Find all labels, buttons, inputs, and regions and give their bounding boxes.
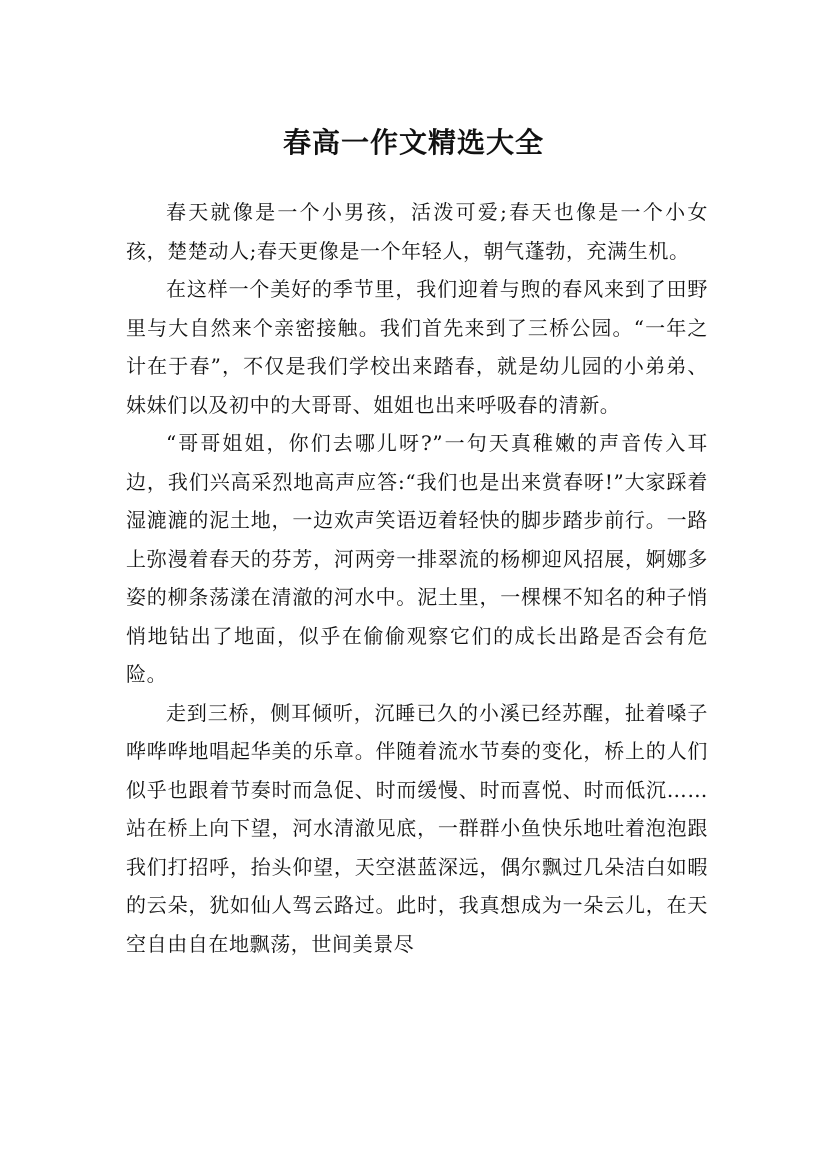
- paragraph-1: 春天就像是一个小男孩，活泼可爱;春天也像是一个小女孩，楚楚动人;春天更像是一个年轻人，朝气蓬勃，充满生机。: [126, 200, 708, 263]
- paragraph-2: 在这样一个美好的季节里，我们迎着与煦的春风来到了田野里与大自然来个亲密接触。我们首先来到了三桥公园。“一年之计在于春”，不仅是我们学校出来踏春，就是幼儿园的小弟弟、妹妹们以及初中的大哥哥、姐姐也出来呼吸春的清新。: [126, 277, 708, 417]
- paragraph-4: 走到三桥，侧耳倾听，沉睡已久的小溪已经苏醒，扯着嗓子哗哗哗地唱起华美的乐章。伴随着流水节奏的变化，桥上的人们似乎也跟着节奏时而急促、时而缓慢、时而喜悦、时而低沉……站在桥上向下望，河水清澈见底，一群群小鱼快乐地吐着泡泡跟我们打招呼，抬头仰望，天空湛蓝深远，偶尔飘过几朵洁白如暇的云朵，犹如仙人驾云路过。此时，我真想成为一朵云儿，在天空自由自在地飘荡，世间美景尽: [126, 700, 708, 956]
- document-body: [126, 193, 708, 963]
- paragraph-3: “哥哥姐姐，你们去哪儿呀?”一句天真稚嫩的声音传入耳边，我们兴高采烈地高声应答:“我们也是出来赏春呀!”大家踩着湿漉漉的泥土地，一边欢声笑语迈着轻快的脚步踏步前行。一路上弥漫着春天的芬芳，河两旁一排翠流的杨柳迎风招展，婀娜多姿的柳条荡漾在清澈的河水中。泥土里，一棵棵不知名的种子悄悄地钻出了地面，似乎在偷偷观察它们的成长出路是否会有危险。: [126, 431, 708, 686]
- document-title: 春高一作文精选大全: [282, 125, 544, 159]
